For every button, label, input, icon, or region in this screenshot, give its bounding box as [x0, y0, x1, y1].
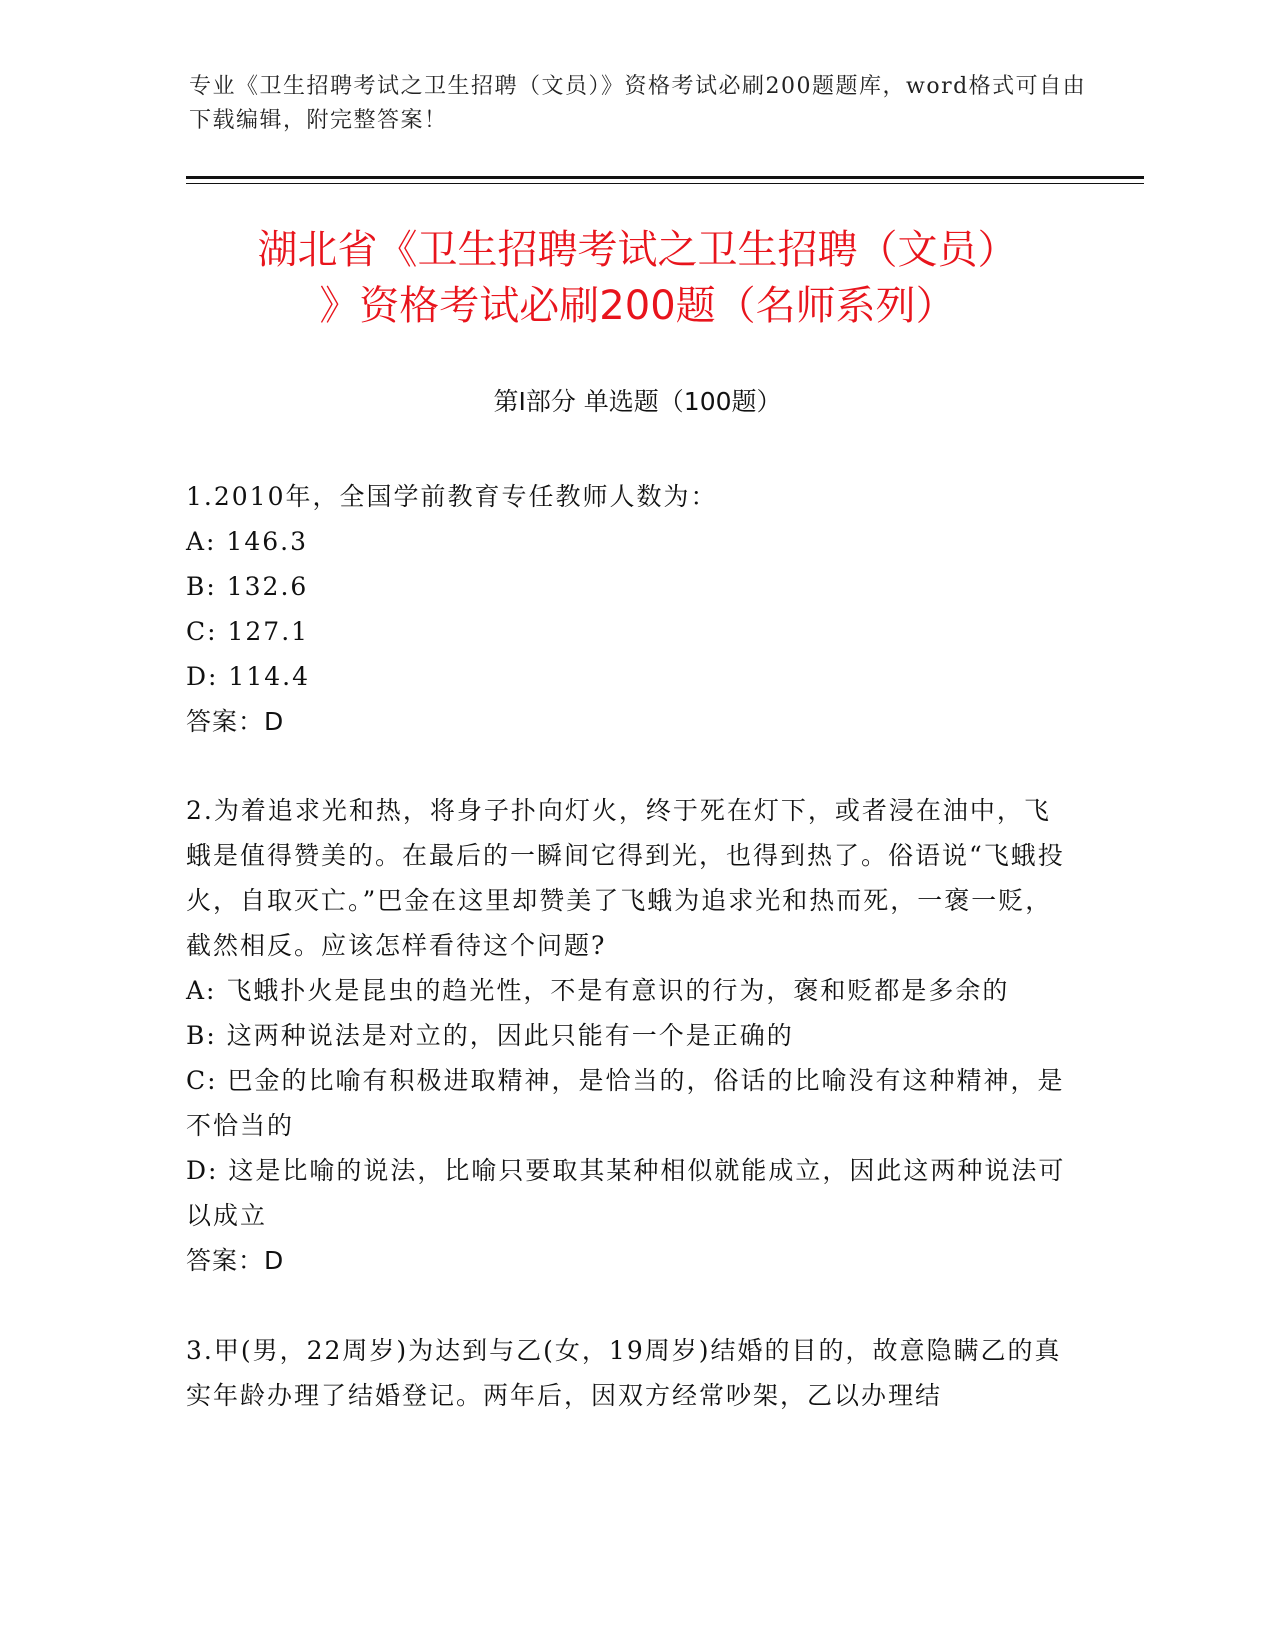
header-divider-thin — [186, 183, 1144, 184]
question-stem: 1.2010年，全国学前教育专任教师人数为： — [186, 482, 718, 511]
section-heading: 第I部分 单选题（100题） — [493, 387, 782, 416]
option-a: A: 146.3 — [186, 527, 308, 556]
option-d: D: 这是比喻的说法，比喻只要取其某种相似就能成立，因此这两种说法可以成立 — [186, 1156, 1066, 1230]
question-3 — [186, 1328, 1076, 1418]
title-line-2: 》资格考试必刷200题（名师系列） — [319, 283, 956, 329]
header-note: 专业《卫生招聘考试之卫生招聘（文员）》资格考试必刷200题题库，word格式可自由下载编辑，附完整答案！ — [189, 74, 1087, 133]
question-stem: 3.甲(男，22周岁)为达到与乙(女，19周岁)结婚的目的，故意隐瞒乙的真实年龄办理了结婚登记。两年后，因双方经常吵架，乙以办理结 — [186, 1336, 1062, 1410]
option-c: C: 127.1 — [186, 617, 310, 646]
option-c: C: 巴金的比喻有积极进取精神，是恰当的，俗话的比喻没有这种精神，是不恰当的 — [186, 1066, 1065, 1140]
answer: 答案：D — [186, 707, 285, 736]
document-title — [170, 222, 1105, 334]
question-stem: 2.为着追求光和热，将身子扑向灯火，终于死在灯下，或者浸在油中，飞蛾是值得赞美的。在最后的一瞬间它得到光，也得到热了。俗语说“飞蛾投火，自取灭亡。”巴金在这里却赞美了飞蛾为追求光和热而死，一褒一贬，截然相反。应该怎样看待这个问题? — [186, 796, 1065, 960]
question-1 — [186, 474, 1076, 744]
title-line-1: 湖北省《卫生招聘考试之卫生招聘（文员） — [257, 227, 1018, 273]
option-d: D: 114.4 — [186, 662, 310, 691]
question-2 — [186, 788, 1076, 1283]
answer: 答案：D — [186, 1246, 285, 1275]
option-b: B: 132.6 — [186, 572, 309, 601]
header-divider-thick — [186, 176, 1144, 179]
option-b: B: 这两种说法是对立的，因此只能有一个是正确的 — [186, 1021, 794, 1050]
option-a: A: 飞蛾扑火是昆虫的趋光性，不是有意识的行为，褒和贬都是多余的 — [186, 976, 1010, 1005]
